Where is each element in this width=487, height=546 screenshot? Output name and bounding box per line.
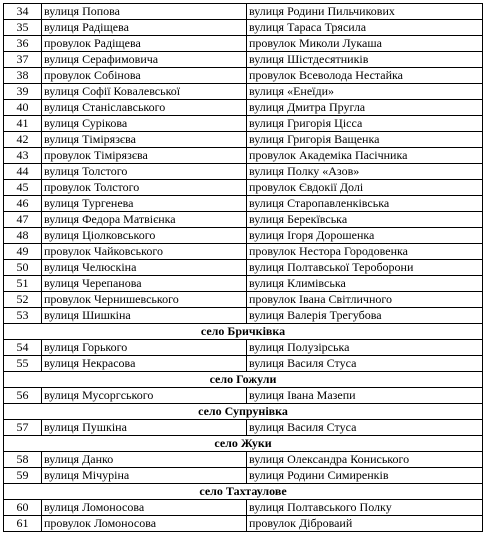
section-title: село Супрунівка xyxy=(4,404,483,420)
old-name-cell: провулок Толстого xyxy=(42,180,247,196)
table-row xyxy=(4,356,483,372)
row-number: 39 xyxy=(4,84,42,100)
table-row xyxy=(4,36,483,52)
new-name-cell: вулиця Полку «Азов» xyxy=(247,164,483,180)
new-name-cell: вулиця Валерія Трегубова xyxy=(247,308,483,324)
new-name-cell: провулок Нестора Городовенка xyxy=(247,244,483,260)
old-name-cell: вулиця Радіщева xyxy=(42,20,247,36)
table-row xyxy=(4,244,483,260)
row-number: 60 xyxy=(4,500,42,516)
new-name-cell: вулиця Полтавського Полку xyxy=(247,500,483,516)
table-row xyxy=(4,260,483,276)
old-name-cell: вулиця Горького xyxy=(42,340,247,356)
row-number: 59 xyxy=(4,468,42,484)
row-number: 55 xyxy=(4,356,42,372)
table-row xyxy=(4,500,483,516)
old-name-cell: вулиця Мічуріна xyxy=(42,468,247,484)
old-name-cell: провулок Чернишевського xyxy=(42,292,247,308)
row-number: 51 xyxy=(4,276,42,292)
old-name-cell: вулиця Челюскіна xyxy=(42,260,247,276)
new-name-cell: вулиця Ігоря Дорошенка xyxy=(247,228,483,244)
row-number: 43 xyxy=(4,148,42,164)
old-name-cell: провулок Тімірязєва xyxy=(42,148,247,164)
new-name-cell: вулиця Григорія Ващенка xyxy=(247,132,483,148)
old-name-cell: вулиця Ціолковського xyxy=(42,228,247,244)
old-name-cell: провулок Радіщева xyxy=(42,36,247,52)
row-number: 35 xyxy=(4,20,42,36)
row-number: 37 xyxy=(4,52,42,68)
section-title: село Жуки xyxy=(4,436,483,452)
new-name-cell: вулиця Климівська xyxy=(247,276,483,292)
row-number: 44 xyxy=(4,164,42,180)
section-title: село Тахтаулове xyxy=(4,484,483,500)
new-name-cell: вулиця «Енеїди» xyxy=(247,84,483,100)
table-body xyxy=(4,4,483,532)
new-name-cell: вулиця Дмитра Пругла xyxy=(247,100,483,116)
new-name-cell: вулиця Берекївська xyxy=(247,212,483,228)
old-name-cell: вулиця Тімірязєва xyxy=(42,132,247,148)
old-name-cell: вулиця Данко xyxy=(42,452,247,468)
section-row xyxy=(4,404,483,420)
new-name-cell: провулок Діброваий xyxy=(247,516,483,532)
new-name-cell: вулиця Олександра Кониського xyxy=(247,452,483,468)
old-name-cell: вулиця Серафимовича xyxy=(42,52,247,68)
new-name-cell: вулиця Івана Мазепи xyxy=(247,388,483,404)
old-name-cell: вулиця Сурікова xyxy=(42,116,247,132)
new-name-cell: вулиця Григорія Цісса xyxy=(247,116,483,132)
new-name-cell: вулиця Полузірська xyxy=(247,340,483,356)
new-name-cell: вулиця Василя Стуса xyxy=(247,356,483,372)
table-row xyxy=(4,84,483,100)
old-name-cell: провулок Собінова xyxy=(42,68,247,84)
new-name-cell: вулиця Старопавленківська xyxy=(247,196,483,212)
old-name-cell: вулиця Некрасова xyxy=(42,356,247,372)
new-name-cell: вулиця Родини Симиренків xyxy=(247,468,483,484)
old-name-cell: вулиця Софії Ковалевської xyxy=(42,84,247,100)
section-row xyxy=(4,484,483,500)
table-row xyxy=(4,516,483,532)
table-row xyxy=(4,228,483,244)
section-title: село Гожули xyxy=(4,372,483,388)
table-row xyxy=(4,340,483,356)
old-name-cell: провулок Ломоносова xyxy=(42,516,247,532)
old-name-cell: вулиця Федора Матвієнка xyxy=(42,212,247,228)
table-row xyxy=(4,180,483,196)
row-number: 38 xyxy=(4,68,42,84)
row-number: 53 xyxy=(4,308,42,324)
old-name-cell: вулиця Тургенева xyxy=(42,196,247,212)
row-number: 57 xyxy=(4,420,42,436)
row-number: 47 xyxy=(4,212,42,228)
table-row xyxy=(4,164,483,180)
row-number: 58 xyxy=(4,452,42,468)
table-row xyxy=(4,20,483,36)
new-name-cell: провулок Миколи Лукаша xyxy=(247,36,483,52)
table-row xyxy=(4,68,483,84)
street-rename-table xyxy=(3,3,483,532)
table-row xyxy=(4,308,483,324)
section-row xyxy=(4,436,483,452)
old-name-cell: вулиця Пушкіна xyxy=(42,420,247,436)
old-name-cell: провулок Чайковського xyxy=(42,244,247,260)
table-row xyxy=(4,452,483,468)
section-row xyxy=(4,324,483,340)
row-number: 40 xyxy=(4,100,42,116)
old-name-cell: вулиця Мусоргського xyxy=(42,388,247,404)
row-number: 56 xyxy=(4,388,42,404)
row-number: 42 xyxy=(4,132,42,148)
table-row xyxy=(4,420,483,436)
row-number: 52 xyxy=(4,292,42,308)
old-name-cell: вулиця Станіславського xyxy=(42,100,247,116)
row-number: 50 xyxy=(4,260,42,276)
old-name-cell: вулиця Толстого xyxy=(42,164,247,180)
new-name-cell: вулиця Тараса Трясила xyxy=(247,20,483,36)
old-name-cell: вулиця Попова xyxy=(42,4,247,20)
table-row xyxy=(4,468,483,484)
section-title: село Бричківка xyxy=(4,324,483,340)
table-row xyxy=(4,196,483,212)
new-name-cell: провулок Всеволода Нестайка xyxy=(247,68,483,84)
old-name-cell: вулиця Шишкіна xyxy=(42,308,247,324)
table-row xyxy=(4,292,483,308)
row-number: 45 xyxy=(4,180,42,196)
table-row xyxy=(4,212,483,228)
row-number: 46 xyxy=(4,196,42,212)
table-row xyxy=(4,388,483,404)
new-name-cell: провулок Академіка Пасічника xyxy=(247,148,483,164)
table-row xyxy=(4,276,483,292)
table-row xyxy=(4,116,483,132)
new-name-cell: провулок Євдокії Долі xyxy=(247,180,483,196)
row-number: 36 xyxy=(4,36,42,52)
new-name-cell: вулиця Полтавської Тероборони xyxy=(247,260,483,276)
new-name-cell: провулок Івана Світличного xyxy=(247,292,483,308)
table-row xyxy=(4,4,483,20)
section-row xyxy=(4,372,483,388)
table-row xyxy=(4,148,483,164)
row-number: 54 xyxy=(4,340,42,356)
new-name-cell: вулиця Родини Пильчикових xyxy=(247,4,483,20)
table-row xyxy=(4,132,483,148)
row-number: 48 xyxy=(4,228,42,244)
table-row xyxy=(4,100,483,116)
old-name-cell: вулиця Ломоносова xyxy=(42,500,247,516)
table-row xyxy=(4,52,483,68)
new-name-cell: вулиця Шістдесятників xyxy=(247,52,483,68)
new-name-cell: вулиця Василя Стуса xyxy=(247,420,483,436)
row-number: 49 xyxy=(4,244,42,260)
row-number: 61 xyxy=(4,516,42,532)
row-number: 34 xyxy=(4,4,42,20)
row-number: 41 xyxy=(4,116,42,132)
old-name-cell: вулиця Черепанова xyxy=(42,276,247,292)
